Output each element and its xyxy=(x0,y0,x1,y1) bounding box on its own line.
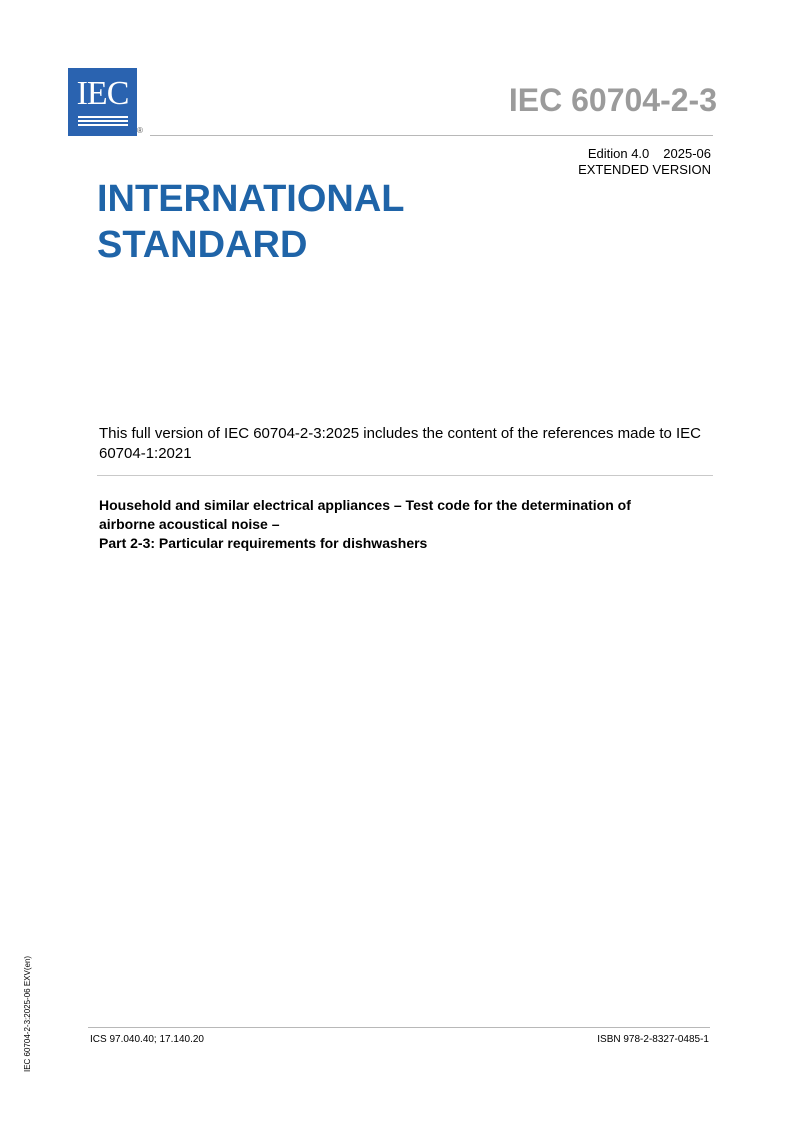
iec-logo xyxy=(68,68,137,136)
bottom-rule xyxy=(88,1027,710,1028)
version-label: EXTENDED VERSION xyxy=(578,162,711,177)
top-rule xyxy=(150,135,713,136)
spine-text: IEC 60704-2-3:2025-06 EXV(en) xyxy=(23,955,32,1072)
document-subtitle xyxy=(99,496,719,553)
subtitle-line-1: Household and similar electrical appliances – Test code for the determination of xyxy=(99,497,631,513)
document-title xyxy=(97,176,405,268)
edition-label: Edition 4.0 xyxy=(587,146,650,161)
isbn: ISBN 978-2-8327-0485-1 xyxy=(597,1034,709,1045)
edition-date: 2025-06 xyxy=(663,146,711,161)
title-line-2: STANDARD xyxy=(97,224,308,266)
mid-rule xyxy=(97,475,713,476)
logo-lines xyxy=(78,116,128,128)
logo-text: IEC xyxy=(76,75,129,112)
doc-number: IEC 60704-2-3 xyxy=(508,82,717,118)
version-note: This full version of IEC 60704-2-3:2025 includes the content of the references made to IEC 60704-1:2021 xyxy=(99,425,702,462)
subtitle-line-3: Part 2-3: Particular requirements for dishwashers xyxy=(99,535,428,551)
subtitle-line-2: airborne acoustical noise – xyxy=(99,516,280,532)
registered-mark: ® xyxy=(137,126,143,135)
edition-block xyxy=(578,146,711,178)
title-line-1: INTERNATIONAL xyxy=(97,178,405,220)
ics-code: ICS 97.040.40; 17.140.20 xyxy=(90,1034,204,1045)
